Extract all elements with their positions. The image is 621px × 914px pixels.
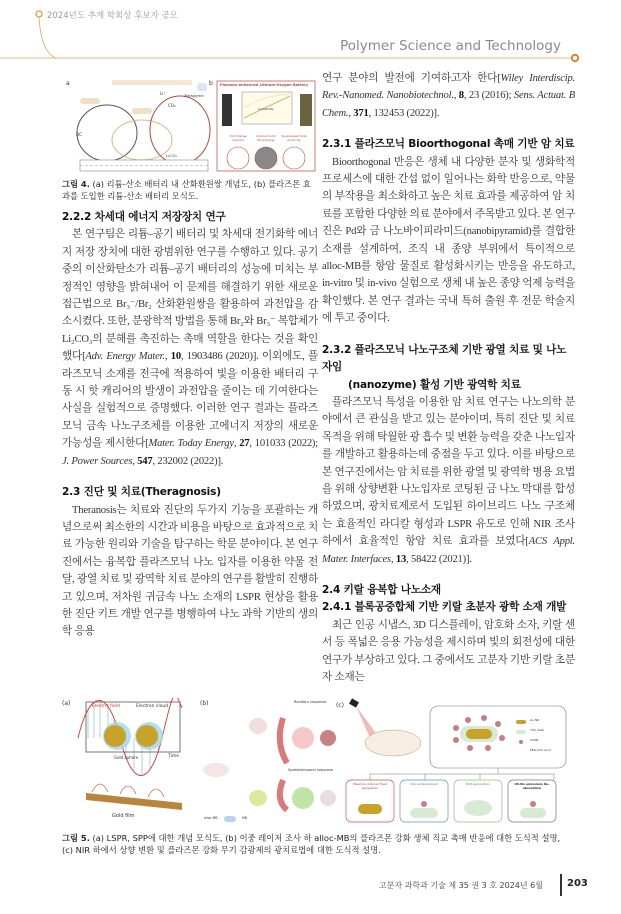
paragraph-2-2-2 [62,226,318,470]
fig5-label: MB [242,816,247,821]
paragraph-2-3-2 [322,394,575,568]
text-run: 최근 인공 시냅스, 3D 디스플레이, 암호화 소자, 키랄 센서 등 폭넓은 응용 가능성을 제시하며 빛의 회전성에 대한 연구가 부상하고 있다. 그 중에서도 고분자 기반 키랄 초분자 소재는 [322,619,575,683]
fig5-label: Electric field [92,704,120,710]
fig5-panel-c-label: (c) [336,702,344,710]
left-column [62,70,318,641]
heading-2-4: 2.4 키랄 융복합 나노소재 [322,583,441,596]
fig4-label: Li₂CO₃ [166,154,177,158]
heading-2-3-1: 2.3.1 플라즈모닉 Bioorthogonal 촉매 기반 암 치료 [322,138,575,151]
fig5-label: Electron cloud [136,704,169,710]
fig4-label: Hot Charge Carriers [229,134,247,142]
citation-journal: ACS Appl. Mater. Interfaces [322,536,575,565]
fig4-b-title: Plasmon-enhanced Lithium-Oxygen Battery [220,83,309,87]
fig4-panel-b-label: b [209,80,213,87]
citation-journal: Mater. Today Energy [148,438,234,450]
fig4-label: Li⁺ [160,91,166,96]
header-event-label: 2024년도 추계 학회상 후보자 공모 [47,11,178,21]
fig5-box-label: UV-Vis emissions Re-absorption [514,782,550,790]
citation-journal: J. Power Sources [62,455,133,467]
gold-sphere-icon [136,725,158,747]
paragraph-2-3-1 [322,154,575,328]
footer-journal-issue: 고분자 과학과 기술 제 35 권 3 호 2024년 6월 [378,881,543,891]
fig4-label: Suppressed Side products [281,134,307,142]
citation-volume: 13 [395,553,407,565]
text-run: 본 연구팀은 리튬–공기 배터리 및 차세대 전기화학 에너지 저장 장치에 대한 광범위한 연구를 수행하고 있다. 공기 중의 이산화탄소가 리튬–공기 배터리의 성능에 미치는 부정적인 영향을 밝혀내어 이 문제를 해결하기 위한 새로운 접근법으로 Br₃⁻/Br₂ 산화환원쌍을 활용하여 과전압을 감소시켰다. 또한, 분광학적 방법을 통해 Br₂와 Br₃⁻ 복합체가 Li₂CO₃의 분해를 촉진하는 촉매 역할을 한다는 것을 확인했다[ [62,229,318,363]
figure-4-caption-label: 그림 4. [62,179,90,189]
citation-volume: 10 [170,351,181,363]
citation-volume: 371 [353,107,369,119]
fig4-label: Induced Li₂O₂ Morphology [255,134,277,142]
fig4-label: CO₂ [168,103,176,108]
citation-volume: 547 [137,455,153,467]
fig5-box-label: ROS generation [466,782,490,787]
text-run: , [164,351,171,363]
text-run: Theranosis는 치료와 진단의 두가지 기능을 포괄하는 개념으로써 최소한의 시간과 비용을 바탕으로 효과적으로 치료 가능한 원리와 기술을 탐구하는 학문 분야이다. 본 연구진에서는 융복합 플라즈모닉 나노 입자를 이용한 약물 전달, 광열 치료 및 광역학 치료 분야의 연구를 활발히 진행하고 있으며, 저차원 귀금속 나노 소재의 LSPR 현상을 활용한 진단 키트 개발 연구를 병행하여 나노 과학 기반의 생의학 응용 [62,504,318,638]
figure-4 [62,78,318,174]
figure-5 [58,698,574,824]
fig4-label: Tetraglyme [184,94,204,98]
footer-divider [560,874,562,896]
text-run: , 101033 (2022); [249,438,318,450]
text-run: , [390,553,396,565]
figure-5-graphic [58,698,574,824]
heading-2-3-2-line2: (nanozyme) 활성 기반 광역학 치료 [348,378,521,391]
fig4-label: DC [76,132,82,137]
text-run: Bioorthogonal 반응은 생체 내 다양한 분자 및 생화학적 프로세스에 대한 간섭 없이 일어나는 화학 반응으로, 약물의 부작용을 최소화하고 높은 치료 효과를 제공하여 암 치료를 포함한 다양한 의료 분야에서 주목받고 있다. 본 연구진은 Pd와 금 나노바이피라미드(nanobipyramid)를 결합한 소재를 설계하여, 조직 내 종양 부위에서 특이적으로 alloc-MB를 항암 물질로 활성화시키는 반응을 유도하고, in-vitro 및 in-vivo 실험으로 생체 내 높은 종양 억제 능력을 확인했다. 본 연구 결과는 국내 특허 출원 후 전문 학술지에 투고 중이다. [322,156,575,325]
text-run: 플라즈모닉 특성을 이용한 암 치료 연구는 나노의학 분야에서 큰 관심을 받고 있는 분야이며, 특히 진단 및 치료 목적을 위해 탁월한 광 흡수 및 변환 능력을 갖춘 나노입자를 개발하고 활용하는데 중점을 두고 있다. 이를 바탕으로 본 연구진에서는 암 치료를 위한 광열 및 광역학 병용 요법을 위해 상향변환 나노입자로 코팅된 금 나노 막대를 합성하였으며, 광치료제로서 도입된 하이브리드 나노 구조체는 효율적인 라디칼 형성과 LSPR 유도로 인해 NIR 조사 하에서 효율적인 항암 치료 효과를 보였다[ [322,396,575,548]
page-number: 203 [567,878,588,890]
fig5-panel-a-label: (a) [62,700,71,708]
figure-5-caption-label: 그림 5. [62,833,90,844]
fig5-label: Gold film [112,813,135,820]
fig5-legend-label: PEG-folic acid [530,748,551,753]
fig5-label: Random response [294,700,327,705]
heading-2-3-2-line1: 2.3.2 플라즈모닉 나노구조체 기반 광열 치료 및 나노자임 [322,343,567,374]
citation-volume: 27 [239,438,250,450]
graphene-substrate [80,160,208,171]
heading-2-3-2 [322,342,575,394]
fig5-legend-label: TiO₂ shell [530,728,545,733]
fig5-box-label: UCL enhancement [410,782,438,787]
citation-journal: Adv. Energy Mater. [85,351,165,363]
figure-5-caption [62,832,572,856]
text-run: , 132453 (2022)]. [368,107,440,119]
heading-2-3: 2.3 진단 및 치료(Theragnosis) [62,486,221,499]
citation-journal: Wiley Interdiscip. Rev.-Nanomed. Nanobiotechnol. [322,73,576,102]
fig5-panel-b-label: (b) [200,700,209,708]
paragraph-2-4-1 [322,617,575,687]
text-run: , 232002 (2022)]. [152,455,224,467]
fig5-label: Spatiotemporal response [288,768,334,773]
paragraph-2-3-continued [322,70,575,122]
text-run: , [453,90,459,102]
fig5-box-label: Plasmon-induced Heat generation [353,782,387,790]
text-run: , 23 (2016); [463,90,514,102]
mouse-icon [203,763,229,777]
mouse-icon [365,730,421,756]
fig5-label: Time [168,754,180,760]
fig5-legend-label: UCNP [530,738,539,743]
gold-film [86,793,182,810]
journal-title: Polymer Science and Technology [340,38,561,54]
text-run: 연구 분야의 발전에 기여하고자 한다[ [322,73,501,84]
figure-4-caption-text: (a) 리튬-산소 배터리 내 산화환원쌍 개념도, (b) 플라즈몬 효과를 도입한 리튬-산소 배터리 모식도. [62,179,311,201]
two-column-body [62,70,575,686]
figure-4-graphic [62,78,318,174]
fig4-panel-a-label: a [66,80,70,87]
fig5-label: Gold sphere [114,755,139,761]
text-run: , [132,455,138,467]
gold-sphere-icon [104,725,126,747]
text-run: , [233,438,240,450]
text-run: , 1903486 (2020)]. 이외에도, 플라즈모닉 소재를 전극에 적용하여 빛을 이용한 배터리 구동 시 핫 캐리어의 발생이 과전압을 줄이는 데 기여한다는 사실을 실험적으로 증명했다. 이러한 연구 결과는 플라즈모닉 금속 나노구조체를 이용한 고에너지 저장의 새로운 가능성을 제시한다[ [62,351,319,450]
figure-4-caption [62,178,318,202]
footer [0,874,621,914]
heading-2-4-1: 2.4.1 블록공중합체 기반 키랄 초분자 광학 소재 개발 [322,601,567,614]
fig5-legend-label: Au NR [530,718,540,723]
citation-journal: Sens. Actuat. B Chem. [322,90,575,119]
figure-5-caption-text: (a) LSPR, SPP에 대한 개념 모식도, (b) 이중 레이저 조사 하 alloc-MB의 플라즈몬 강화 생체 직교 촉매 반응에 대한 도식적 설명, (c) NIR 하에서 상향 변환 및 플라즈몬 강화 무기 감광제의 광치료법에 대한 도식적 설명. [62,833,561,856]
right-column [322,70,575,686]
heading-2-2-2: 2.2.2 차세대 에너지 저장장치 연구 [62,211,226,223]
text-run: , [348,107,354,119]
text-run: , 58422 (2021)]. [406,553,472,565]
fig5-label: alloc-MB [204,816,218,821]
paragraph-2-3 [62,502,318,641]
citation-volume: 8 [458,90,464,102]
fig4-label: Cyclability [258,107,274,111]
